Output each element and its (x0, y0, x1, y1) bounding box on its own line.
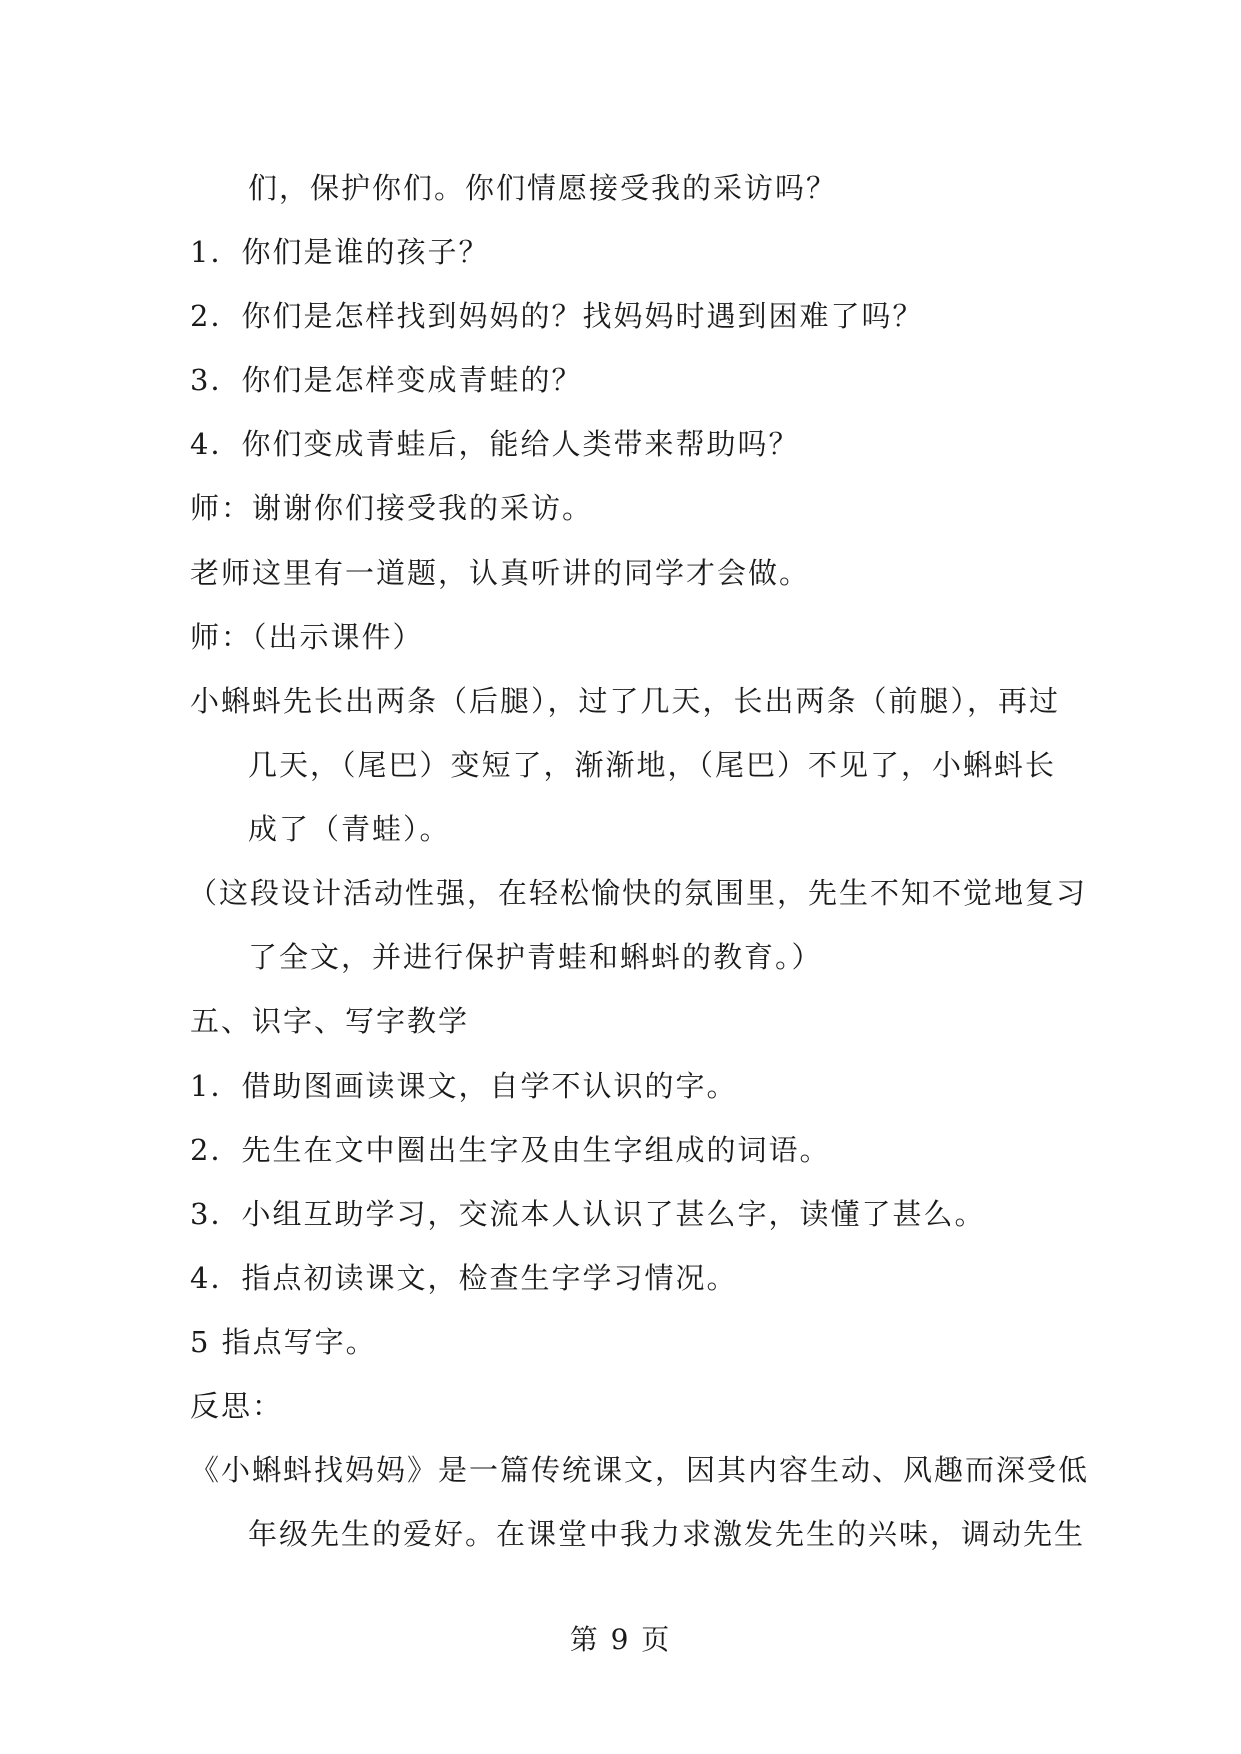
text-line: 老师这里有一道题，认真听讲的同学才会做。 (190, 556, 811, 590)
text-line: 师：（出示课件） (190, 620, 424, 654)
question-item: 1．你们是谁的孩子？ (190, 235, 490, 269)
text-line: 年级先生的爱好。在课堂中我力求激发先生的兴味，调动先生 (248, 1517, 1086, 1551)
text-line: 《小蝌蚪找妈妈》是一篇传统课文，因其内容生动、风趣而深受低 (190, 1453, 1090, 1487)
text-line: 小蝌蚪先长出两条（后腿），过了几天，长出两条（前腿），再过 (190, 684, 1061, 718)
section-heading: 反思： (190, 1389, 284, 1423)
text-line: 们，保护你们。你们情愿接受我的采访吗？ (248, 171, 838, 205)
list-item: 3．小组互助学习，交流本人认识了甚么字，读懂了甚么。 (190, 1197, 986, 1231)
page-number: 第 9 页 (569, 1623, 672, 1656)
list-item: 1．借助图画读课文，自学不认识的字。 (190, 1069, 738, 1103)
text-line: 了全文，并进行保护青蛙和蝌蚪的教育。） (248, 940, 823, 974)
text-line: 几天，（尾巴）变短了，渐渐地，（尾巴）不见了，小蝌蚪长 (248, 748, 1057, 782)
list-item: 4．指点初读课文，检查生字学习情况。 (190, 1261, 738, 1295)
question-item: 4．你们变成青蛙后，能给人类带来帮助吗？ (190, 427, 800, 461)
text-line: （这段设计活动性强，在轻松愉快的氛围里，先生不知不觉地复习 (188, 876, 1088, 910)
question-item: 3．你们是怎样变成青蛙的？ (190, 363, 583, 397)
text-line: 师：谢谢你们接受我的采访。 (190, 491, 594, 525)
section-heading: 五、识字、写字教学 (190, 1004, 470, 1038)
list-item: 5 指点写字。 (190, 1325, 377, 1359)
list-item: 2．先生在文中圈出生字及由生字组成的词语。 (190, 1133, 831, 1167)
question-item: 2．你们是怎样找到妈妈的？找妈妈时遇到困难了吗？ (190, 299, 924, 333)
text-line: 成了（青蛙）。 (248, 812, 451, 846)
